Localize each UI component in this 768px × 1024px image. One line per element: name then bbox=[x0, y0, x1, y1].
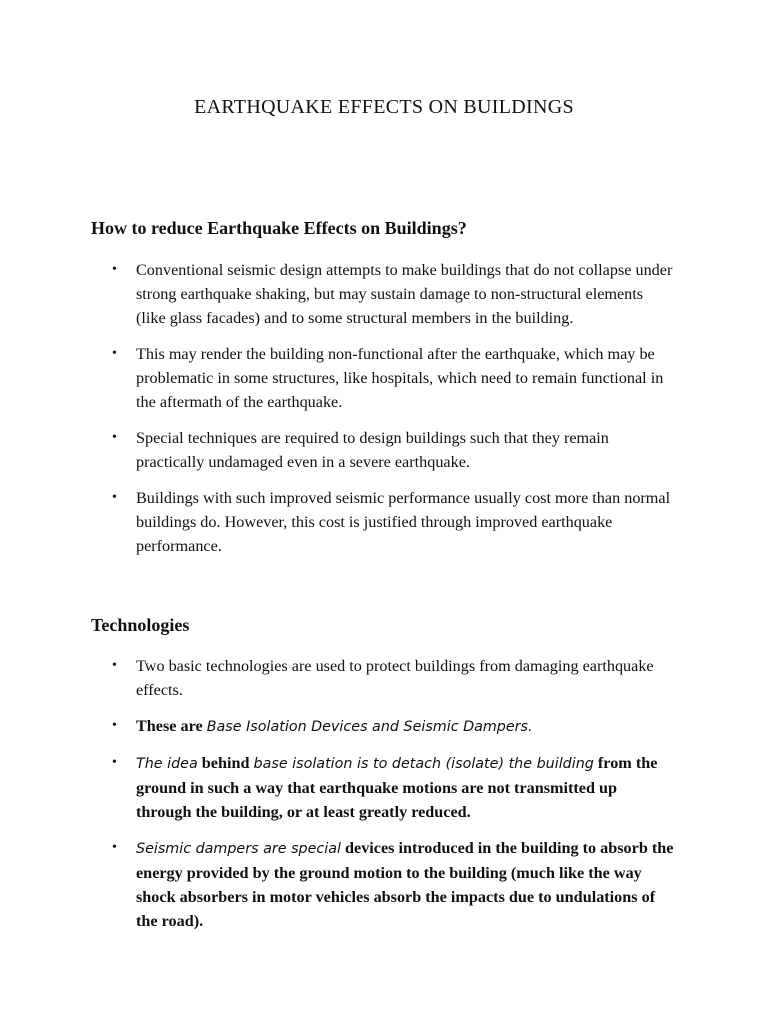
bullet-text-bold: These are bbox=[136, 717, 207, 735]
list-item bbox=[0, 258, 676, 330]
technologies-bullet-list bbox=[0, 654, 768, 933]
list-item bbox=[0, 836, 676, 933]
bullet-text: Two basic technologies are used to protect buildings from damaging earthquake effects. bbox=[136, 657, 654, 699]
section-heading-reduce-effects: How to reduce Earthquake Effects on Buildings? bbox=[91, 218, 467, 238]
bullet-text-italic: Seismic dampers are special bbox=[136, 841, 341, 857]
bullet-icon: • bbox=[112, 346, 117, 361]
bullet-icon: • bbox=[112, 430, 117, 445]
list-item bbox=[0, 342, 676, 414]
section-heading-technologies: Technologies bbox=[91, 615, 190, 635]
list-item bbox=[0, 751, 676, 824]
list-item bbox=[0, 486, 676, 558]
bullet-icon: • bbox=[112, 658, 117, 673]
bullet-icon: • bbox=[112, 718, 117, 733]
bullet-text: Special techniques are required to design buildings such that they remain practically undamaged even in a severe earthquake. bbox=[136, 429, 609, 471]
bullet-text-italic: base isolation is to detach (isolate) the building bbox=[253, 756, 594, 772]
list-item bbox=[0, 714, 676, 739]
list-item bbox=[0, 654, 676, 702]
page-title: EARTHQUAKE EFFECTS ON BUILDINGS bbox=[194, 96, 574, 118]
bullet-text-bold: behind bbox=[197, 754, 254, 772]
bullet-icon: • bbox=[112, 490, 117, 505]
bullet-text-italic: The idea bbox=[136, 756, 198, 772]
bullet-text-italic: Base Isolation Devices and Seismic Dampers. bbox=[206, 719, 533, 735]
bullet-text: Buildings with such improved seismic performance usually cost more than normal buildings do. However, this cost is justified through improved earthquake performance. bbox=[136, 489, 671, 555]
reduce-effects-bullet-list bbox=[0, 258, 768, 558]
bullet-text: Conventional seismic design attempts to make buildings that do not collapse under strong earthquake shaking, but may sustain damage to non-structural elements (like glass facades) and to some structural members in the building. bbox=[136, 261, 673, 327]
bullet-icon: • bbox=[112, 755, 117, 770]
bullet-text: This may render the building non-functional after the earthquake, which may be problematic in some structures, like hospitals, which need to remain functional in the aftermath of the earthquake. bbox=[136, 345, 664, 411]
bullet-icon: • bbox=[112, 840, 117, 855]
list-item bbox=[0, 426, 676, 474]
bullet-icon: • bbox=[112, 262, 117, 277]
bullet-text-bold: from the ground in such a way that earthquake motions are not transmitted up through the building, or at least greatly reduced. bbox=[136, 754, 658, 821]
bullet-text-bold: devices introduced in the building to absorb the energy provided by the ground motion to the building (much like the way shock absorbers in motor vehicles absorb the impacts due to undulations of the road). bbox=[136, 839, 674, 930]
